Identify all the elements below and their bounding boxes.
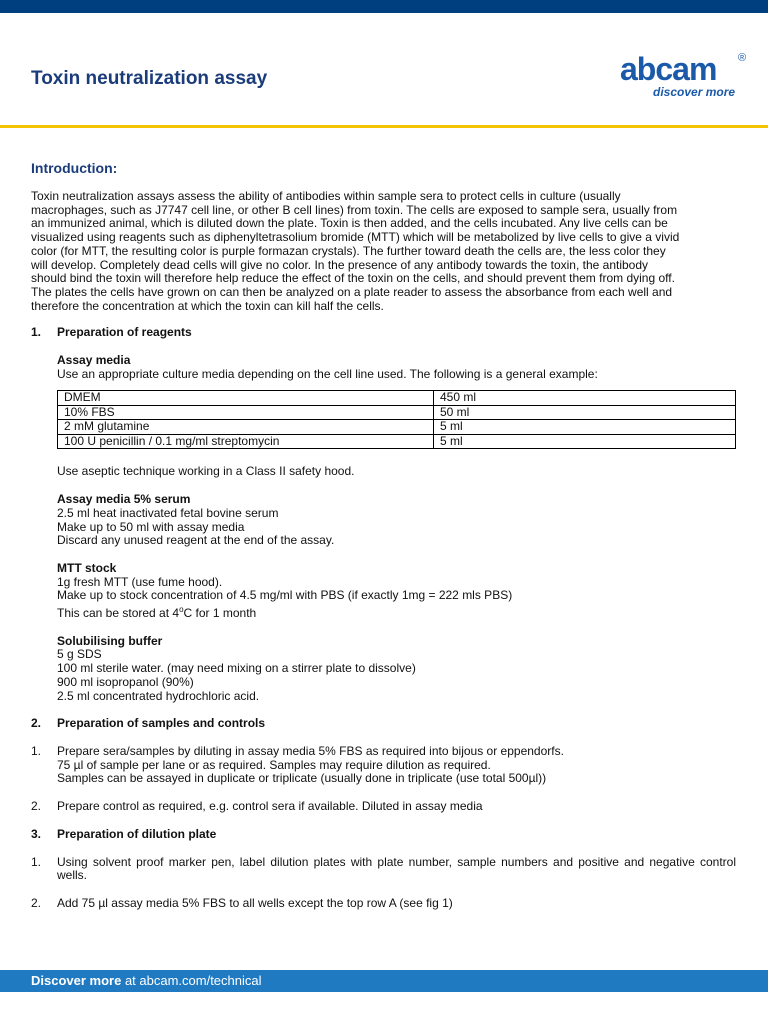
footer-bold-text: Discover more bbox=[31, 973, 122, 988]
subheading-assay-media-serum: Assay media 5% serum bbox=[57, 492, 191, 507]
section-heading-samples bbox=[31, 717, 736, 731]
subheading-mtt-stock: MTT stock bbox=[57, 560, 117, 575]
step-text: Using solvent proof marker pen, label dilution plates with plate number, sample numbers and positive and negative control wells. bbox=[57, 854, 736, 883]
samples-step-2 bbox=[31, 800, 736, 814]
mtt-line: Make up to stock concentration of 4.5 mg/ml with PBS (if exactly 1mg = 222 mls PBS) bbox=[57, 588, 513, 603]
assay-media-serum-block bbox=[57, 493, 736, 548]
subheading-assay-media: Assay media bbox=[57, 353, 131, 368]
logo-tagline: discover more bbox=[653, 85, 736, 99]
mtt-line bbox=[57, 603, 736, 621]
intro-line: Toxin neutralization assays assess the ability of antibodies within sample sera to protect cells in culture (usually bbox=[31, 189, 621, 203]
intro-paragraph bbox=[31, 190, 736, 313]
step-number: 1. bbox=[31, 854, 42, 869]
table-cell: 100 U penicillin / 0.1 mg/ml streptomycin bbox=[58, 434, 434, 449]
step-line: 75 µl of sample per lane or as required. Samples may require dilution as required. bbox=[57, 757, 491, 772]
intro-line: color (for MTT, the resulting color is purple formazan crystals). The further toward death the cells are, the less color they bbox=[31, 243, 666, 258]
table-row bbox=[58, 391, 736, 406]
table-cell: 50 ml bbox=[434, 405, 736, 420]
step-line: Samples can be assayed in duplicate or triplicate (usually done in triplicate (use total 500µl)) bbox=[57, 771, 547, 786]
serum-line: 2.5 ml heat inactivated fetal bovine serum bbox=[57, 505, 279, 520]
page-title: Toxin neutralization assay bbox=[31, 68, 268, 89]
abcam-logo[interactable] bbox=[610, 52, 750, 102]
table-cell: 5 ml bbox=[434, 420, 736, 435]
section-heading-reagents bbox=[31, 326, 736, 340]
header-divider bbox=[0, 125, 768, 128]
intro-line: therefore the concentration at which the toxin can kill half the cells. bbox=[31, 298, 384, 313]
section-title: Preparation of reagents bbox=[57, 325, 192, 340]
intro-line: should bind the toxin will therefore help reduce the effect of the toxin on the cells, and should prevent them from dying off. bbox=[31, 271, 675, 286]
subheading-solubilising-buffer: Solubilising buffer bbox=[57, 633, 163, 648]
table-cell: 10% FBS bbox=[58, 405, 434, 420]
section-number: 2. bbox=[31, 716, 42, 731]
section-title: Preparation of dilution plate bbox=[57, 826, 217, 841]
table-row bbox=[58, 434, 736, 449]
mtt-storage-text: This can be stored at 4 bbox=[57, 606, 180, 621]
footer-url-text: at abcam.com/technical bbox=[121, 973, 262, 988]
step-text bbox=[57, 745, 736, 786]
step-number: 2. bbox=[31, 895, 42, 910]
section-number: 1. bbox=[31, 325, 42, 340]
step-number: 2. bbox=[31, 799, 42, 814]
serum-line: Discard any unused reagent at the end of the assay. bbox=[57, 533, 335, 548]
intro-line: The plates the cells have grown on can then be analyzed on a plate reader to assess the absorbance from each well and bbox=[31, 284, 673, 299]
assay-media-table bbox=[57, 390, 736, 449]
intro-heading: Introduction: bbox=[31, 160, 118, 176]
section-heading-dilution-plate bbox=[31, 828, 736, 842]
intro-line: visualized using reagents such as diphenyltetrasolium bromide (MTT) which will be metabolized by live cells to give a vivid bbox=[31, 230, 680, 245]
table-row bbox=[58, 405, 736, 420]
registered-mark: ® bbox=[738, 52, 747, 64]
footer-link[interactable] bbox=[31, 970, 262, 992]
step-line: Prepare control as required, e.g. control sera if available. Diluted in assay media bbox=[57, 799, 483, 814]
table-cell: 5 ml bbox=[434, 434, 736, 449]
intro-line: an immunized animal, which is diluted down the plate. Toxin is then added, and the cells incubated. Any live cells can be bbox=[31, 216, 668, 231]
section-title: Preparation of samples and controls bbox=[57, 716, 266, 731]
mtt-stock-block bbox=[57, 562, 736, 621]
solubilising-buffer-block bbox=[57, 635, 736, 704]
samples-step-1 bbox=[31, 745, 736, 786]
logo-wordmark: abcam bbox=[620, 51, 717, 87]
dilution-step-2 bbox=[31, 897, 736, 911]
table-cell: DMEM bbox=[58, 391, 434, 406]
table-row bbox=[58, 420, 736, 435]
aseptic-note bbox=[57, 465, 736, 479]
step-text: Add 75 µl assay media 5% FBS to all wells except the top row A (see fig 1) bbox=[57, 895, 453, 910]
buffer-line: 100 ml sterile water. (may need mixing on a stirrer plate to dissolve) bbox=[57, 661, 416, 676]
assay-media-block bbox=[57, 354, 736, 381]
step-text bbox=[57, 800, 736, 814]
note-text: Use aseptic technique working in a Class II safety hood. bbox=[57, 464, 355, 479]
assay-media-description: Use an appropriate culture media depending on the cell line used. The following is a general example: bbox=[57, 366, 598, 381]
section-number: 3. bbox=[31, 826, 42, 841]
step-number: 1. bbox=[31, 743, 42, 758]
mtt-line: 1g fresh MTT (use fume hood). bbox=[57, 574, 223, 589]
buffer-line: 900 ml isopropanol (90%) bbox=[57, 674, 194, 689]
table-cell: 450 ml bbox=[434, 391, 736, 406]
top-bar bbox=[0, 0, 768, 13]
serum-line: Make up to 50 ml with assay media bbox=[57, 519, 245, 534]
mtt-storage-text-end: C for 1 month bbox=[183, 606, 257, 621]
footer-bar bbox=[0, 970, 768, 992]
intro-line: will develop. Completely dead cells will give no color. In the presence of any antibody towards the toxin, the antibody bbox=[31, 257, 649, 272]
table-cell: 2 mM glutamine bbox=[58, 420, 434, 435]
intro-line: macrophages, such as J7747 cell line, or other B cell lines) from toxin. The cells are exposed to sample sera, usually from bbox=[31, 202, 678, 217]
document-body bbox=[31, 160, 736, 925]
degree-superscript: o bbox=[179, 605, 184, 615]
step-line: Prepare sera/samples by diluting in assay media 5% FBS as required into bijous or eppendorfs. bbox=[57, 743, 564, 758]
dilution-step-1 bbox=[31, 856, 736, 883]
buffer-line: 2.5 ml concentrated hydrochloric acid. bbox=[57, 688, 260, 703]
buffer-line: 5 g SDS bbox=[57, 647, 102, 662]
